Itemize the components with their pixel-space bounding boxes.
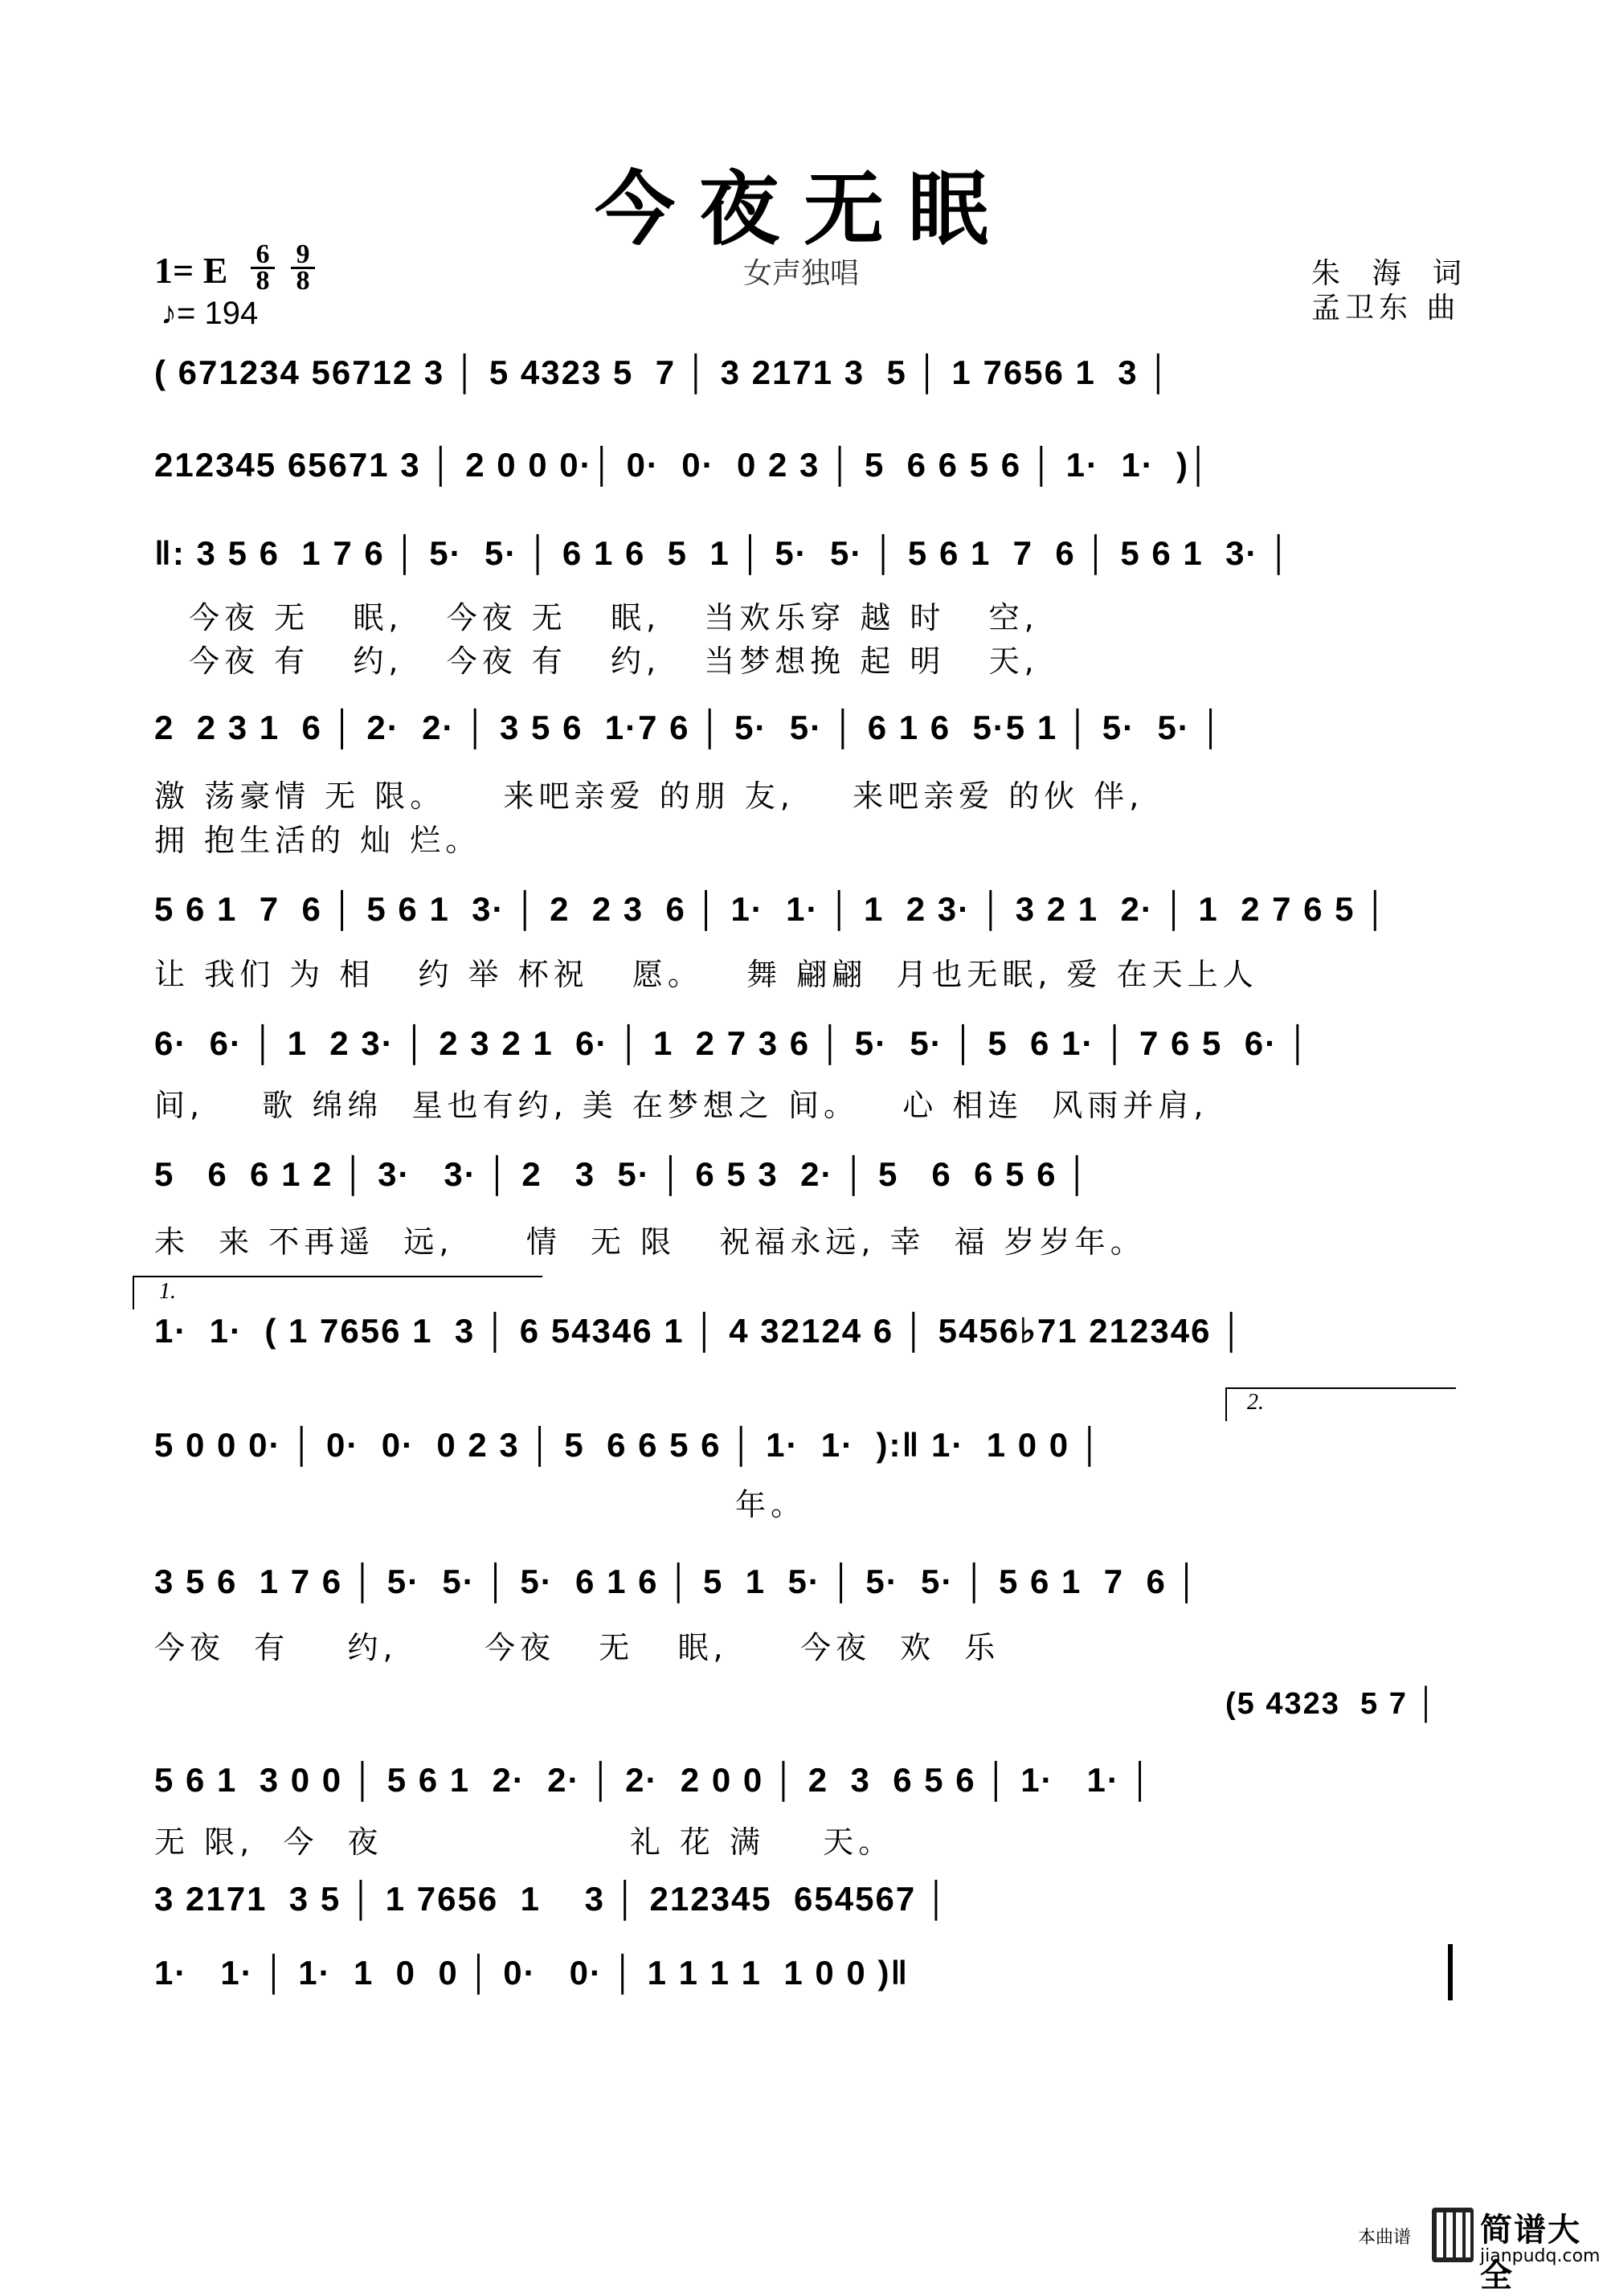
footer-note: 本曲谱: [1358, 2228, 1412, 2248]
lyric-row-5: 让 我们 为 相 约 举 杯祝 愿。 舞 翩翩 月也无眠, 爱 在天上人: [154, 957, 1258, 992]
performance-note: 女声独唱: [743, 257, 860, 290]
notation-row-12-upper: 3 2171 3 5 │ 1 7656 1 3 │ 212345 654567 │: [154, 1880, 951, 1918]
notation-row-12-lower: 1· 1· │ 1· 1 0 0 │ 0· 0· │ 1 1 1 1 1 0 0 )‖: [154, 1954, 910, 1992]
notation-row-10: 3 5 6 1 7 6 │ 5· 5· │ 5· 6 1 6 │ 5 1 5· │ 5· 5· │ 5 6 1 7 6 │: [154, 1563, 1200, 1600]
lyric-row-4-verse-1: 激 荡豪情 无 限。 来吧亲爱 的朋 友, 来吧亲爱 的伙 伴,: [154, 778, 1144, 814]
first-ending-number: 1.: [159, 1279, 176, 1304]
notation-row-6: 6· 6· │ 1 2 3· │ 2 3 2 1 6· │ 1 2 7 3 6 │ 5· 5· │ 5 6 1· │ 7 6 5 6· │: [154, 1024, 1311, 1062]
final-barline: [1448, 1944, 1453, 2000]
logo-url: jianpudq.com: [1480, 2246, 1601, 2266]
notation-row-9: 5 0 0 0· │ 0· 0· 0 2 3 │ 5 6 6 5 6 │ 1· 1· ):‖ 1· 1 0 0 │: [154, 1426, 1104, 1464]
second-ending-number: 2.: [1247, 1390, 1264, 1415]
song-title: 今夜无眠: [595, 161, 1012, 256]
time-bottom: 8: [296, 266, 310, 296]
time-signature-9-8: [291, 239, 315, 296]
time-top: 6: [256, 239, 270, 269]
time-top: 9: [296, 239, 310, 269]
notation-row-7: 5 6 6 1 2 │ 3· 3· │ 2 3 5· │ 6 5 3 2· │ 5 6 6 5 6 │: [154, 1155, 1091, 1193]
notation-row-3: ‖: 3 5 6 1 7 6 │ 5· 5· │ 6 1 6 5 1 │ 5· 5· │ 5 6 1 7 6 │ 5 6 1 3· │: [154, 534, 1293, 572]
notation-row-8: 1· 1· ( 1 7656 1 3 │ 6 54346 1 │ 4 32124 6 │ 5456♭71 212346 │: [154, 1312, 1245, 1350]
lyric-row-11: 无 限, 今 夜 礼 花 满 天。: [154, 1824, 894, 1860]
time-signature-6-8: [251, 239, 275, 296]
notation-row-11: 5 6 1 3 0 0 │ 5 6 1 2· 2· │ 2· 2 0 0 │ 2 3 6 5 6 │ 1· 1· │: [154, 1761, 1154, 1799]
lyric-row-3-verse-2: 今夜 有 约, 今夜 有 约, 当梦想挽 起 明 天,: [189, 643, 1039, 679]
accompaniment-fragment: (5 4323 5 7 │: [1225, 1687, 1439, 1721]
lyric-row-10: 今夜 有 约, 今夜 无 眠, 今夜 欢 乐: [154, 1630, 1000, 1665]
lyric-row-4-verse-2: 拥 抱生活的 灿 烂。: [154, 823, 481, 858]
time-bottom: 8: [256, 266, 270, 296]
notation-row-1: ( 671234 56712 3 │ 5 4323 5 7 │ 3 2171 3 5 │ 1 7656 1 3 │: [154, 353, 1172, 391]
piano-icon: [1432, 2208, 1474, 2262]
first-ending-bracket: [133, 1276, 542, 1309]
tempo-marking: ♪= 194: [161, 296, 259, 331]
lyricist: 朱 海 词: [1311, 257, 1473, 290]
notation-row-5: 5 6 1 7 6 │ 5 6 1 3· │ 2 2 3 6 │ 1· 1· │ 1 2 3· │ 3 2 1 2· │ 1 2 7 6 5 │: [154, 890, 1389, 928]
logo-brand: 简谱大全: [1480, 2212, 1581, 2294]
site-logo: [1432, 2203, 1607, 2294]
composer: 孟卫东 曲: [1311, 292, 1461, 325]
notation-row-4: 2 2 3 1 6 │ 2· 2· │ 3 5 6 1·7 6 │ 5· 5· │ 6 1 6 5·5 1 │ 5· 5· │: [154, 709, 1225, 746]
key-signature: 1= E: [154, 250, 228, 291]
lyric-row-6: 间, 歌 绵绵 星也有约, 美 在梦想之 间。 心 相连 风雨并肩,: [154, 1088, 1208, 1123]
lyric-row-7: 未 来 不再遥 远, 情 无 限 祝福永远, 幸 福 岁岁年。: [154, 1224, 1146, 1260]
lyric-row-9: 年。: [154, 1487, 807, 1522]
lyric-row-3-verse-1: 今夜 无 眠, 今夜 无 眠, 当欢乐穿 越 时 空,: [189, 600, 1039, 635]
notation-row-2: 212345 65671 3 │ 2 0 0 0·│ 0· 0· 0 2 3 │ 5 6 6 5 6 │ 1· 1· )│: [154, 446, 1212, 484]
